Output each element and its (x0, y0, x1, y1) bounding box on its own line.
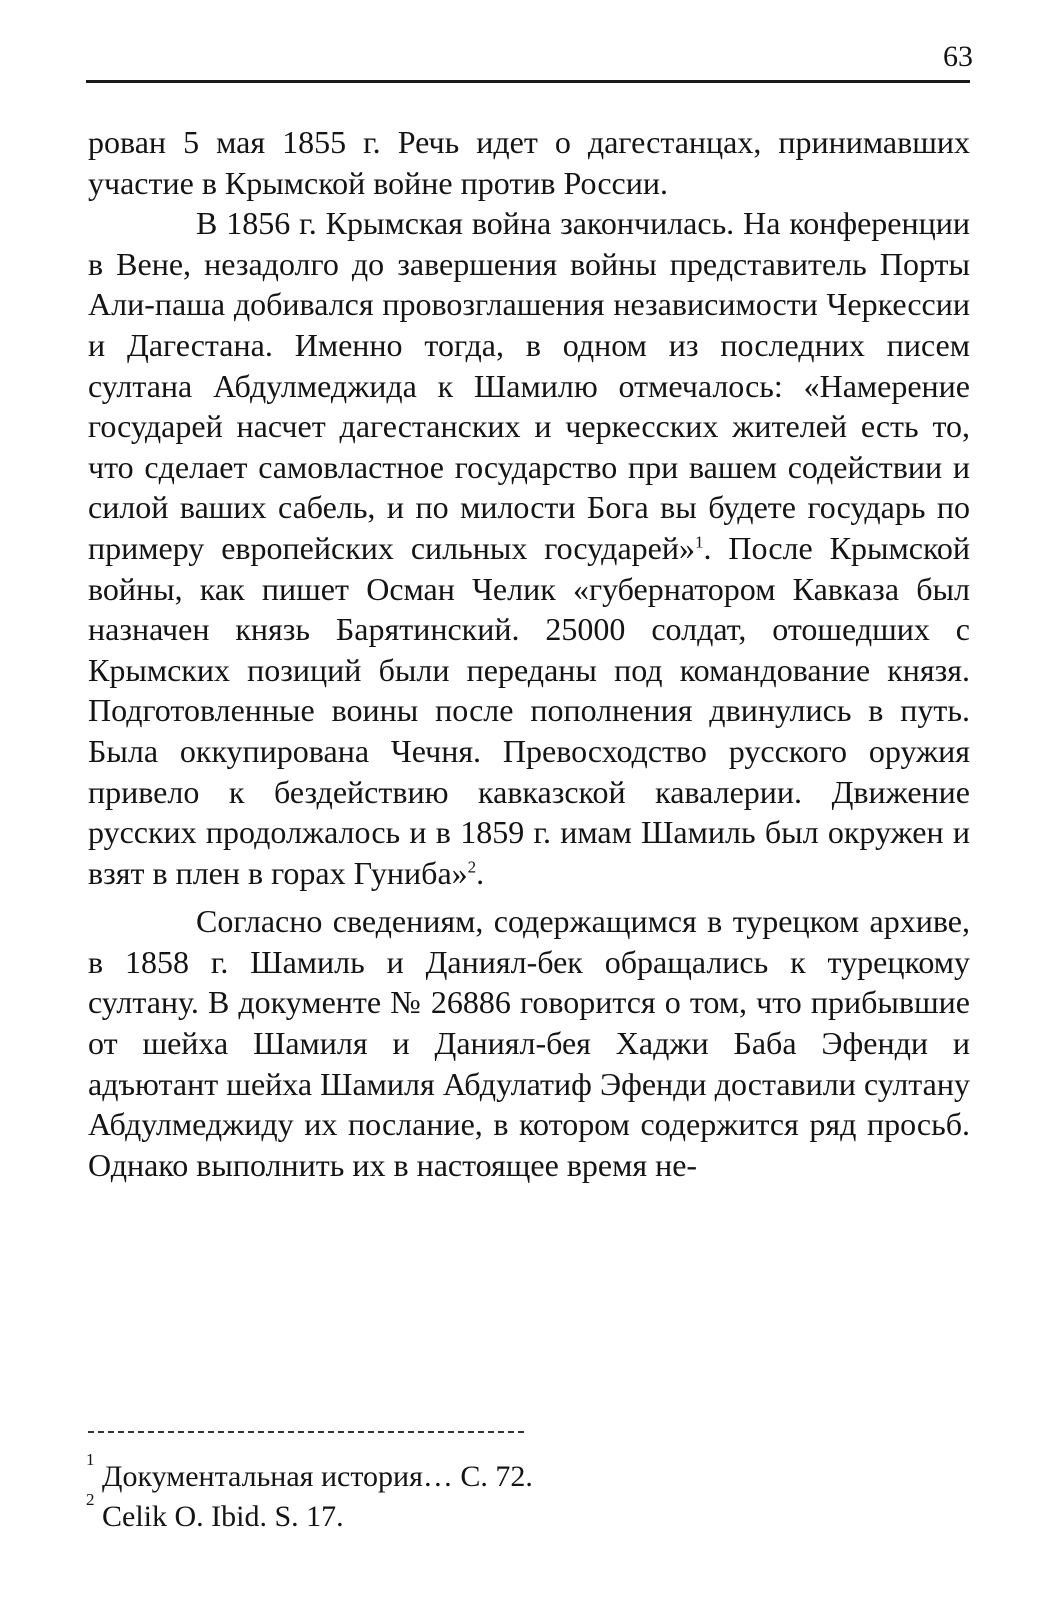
page-number: 63 (943, 40, 973, 73)
paragraph-2-part-b: . После Крымской войны, как пишет Осман Челик «губернатором Кавказа был назначен князь Барятинский. 25000 солдат, отошедших с Крымских позиций были переданы под командование князя. Подготовленные воины после пополнения двинулись в путь. Была оккупирована Чечня. Превосходство русского оружия привело к бездействию кавказской кавалерии. Движение русских продолжалось и в 1859 г. имам Шамиль был окружен и взят в плен в горах Гуниба» (88, 529, 971, 891)
paragraph-3: Согласно сведениям, содержащимся в турецком архиве, в 1858 г. Шамиль и Даниял-бек обращались к турецкому султану. В документе № 26886 говорится о том, что прибывшие от шейха Шамиля и Даниял-бея Хаджи Баба Эфенди и адъютант шейха Шамиля Абдулатиф Эфенди доставили султану Абдулмеджиду их послание, в котором содержится ряд просьб. Однако выполнить их в настоящее время не- (88, 903, 970, 1183)
footnote-mark-2: 2 (86, 1490, 95, 1509)
footnote-text-1: Документальная история… С. 72. (102, 1460, 533, 1493)
paragraph-2 (88, 203, 970, 893)
footnote-ref-2: 2 (467, 857, 477, 877)
paragraph-1: рован 5 мая 1855 г. Речь идет о дагестанцах, принимавших участие в Крымской войне против России. (88, 124, 970, 201)
footnote-text-2: Celik O. Ibid. S. 17. (102, 1500, 344, 1533)
main-text (88, 122, 970, 1185)
paragraph-2-part-a: В 1856 г. Крымская война закончилась. На конференции в Вене, незадолго до завершения войны представитель Порты Али-паша добивался провозглашения независимости Черкессии и Дагестана. Именно тогда, в одном из последних писем султана Абдулмеджида к Шамилю отмечалось: «Намерение государей насчет дагестанских и черкесских жителей есть то, что сделает самовластное государство при вашем содействии и силой ваших сабель, и по милости Бога вы будете государь по примеру европейских сильных государей» (88, 205, 970, 566)
footnote-separator (88, 1431, 524, 1433)
footnote-ref-1: 1 (694, 532, 704, 552)
footnote-mark-1: 1 (86, 1450, 95, 1469)
footnote-1 (86, 1450, 968, 1497)
footnotes (86, 1450, 968, 1537)
footnote-2 (86, 1490, 968, 1537)
header-rule (86, 80, 970, 83)
paragraph-2-end: . (476, 854, 485, 891)
